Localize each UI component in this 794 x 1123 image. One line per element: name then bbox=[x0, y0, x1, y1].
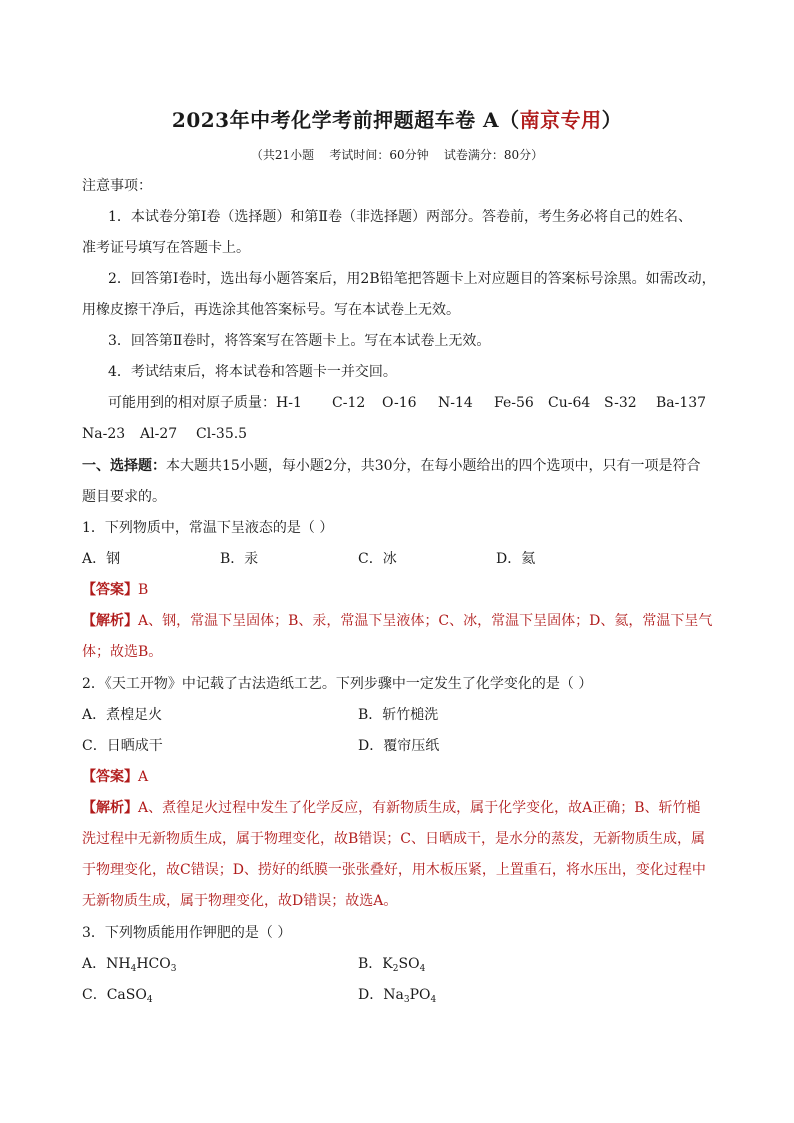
notice-item-2: 2．回答第Ⅰ卷时，选出每小题答案后，用2B铅笔把答题卡上对应题目的答案标号涂黑。如需改动， bbox=[108, 271, 716, 287]
answer-value: B bbox=[138, 582, 149, 598]
q2-option-b: B．斩竹槌洗 bbox=[358, 707, 439, 723]
question-1-stem: 1．下列物质中，常温下呈液态的是（ ） bbox=[82, 520, 334, 536]
atom-mass: Na-23 bbox=[82, 426, 126, 442]
option-label: C． bbox=[82, 987, 107, 1003]
formula-subscript: 3 bbox=[170, 964, 177, 974]
q3-option-a bbox=[82, 954, 176, 974]
atomic-mass-line-2 bbox=[82, 424, 247, 444]
formula-part: K bbox=[382, 956, 393, 972]
option-label: D． bbox=[358, 987, 384, 1003]
q2-option-c: C．日晒成干 bbox=[82, 738, 163, 754]
q2-option-d: D．覆帘压纸 bbox=[358, 738, 440, 754]
q2-analysis bbox=[82, 798, 701, 818]
notice-item-4: 4．考试结束后，将本试卷和答题卡一并交回。 bbox=[108, 364, 397, 380]
answer-value: A bbox=[138, 769, 149, 785]
notice-item-3: 3．回答第Ⅱ卷时，将答案写在答题卡上。写在本试卷上无效。 bbox=[108, 333, 491, 349]
exam-info: （共21小题 考试时间：60分钟 试卷满分：80分） bbox=[250, 148, 544, 162]
q3-option-c bbox=[82, 985, 153, 1005]
q1-answer bbox=[82, 580, 148, 600]
q2-answer bbox=[82, 767, 148, 787]
q2-option-a: A．煮楻足火 bbox=[82, 707, 163, 723]
analysis-tag: 【解析】 bbox=[82, 800, 138, 816]
answer-tag: 【答案】 bbox=[82, 582, 138, 598]
formula-part: Na bbox=[383, 987, 404, 1003]
title-main: 2023年中考化学考前押题超车卷 A（ bbox=[171, 108, 520, 132]
question-3-stem: 3．下列物质能用作钾肥的是（ ） bbox=[82, 925, 292, 941]
analysis-tag: 【解析】 bbox=[82, 613, 138, 629]
analysis-text: A、煮徨足火过程中发生了化学反应，有新物质生成，属于化学变化，故A正确；B、斩竹槌 bbox=[138, 800, 701, 816]
formula-subscript: 2 bbox=[392, 964, 399, 974]
section-heading-cont: 题目要求的。 bbox=[82, 489, 166, 505]
q1-option-a: A．钢 bbox=[82, 551, 121, 567]
atom-mass: O-16 bbox=[382, 395, 417, 411]
section-prefix: 一、选择题： bbox=[82, 458, 166, 474]
atom-mass: S-32 bbox=[604, 395, 637, 411]
formula-part: SO bbox=[398, 956, 420, 972]
q2-analysis-cont-3: 无新物质生成，属于物理变化，故D错误；故选A。 bbox=[82, 893, 398, 909]
notice-item-2-cont: 用橡皮擦干净后，再选涂其他答案标号。写在本试卷上无效。 bbox=[82, 302, 460, 318]
formula-subscript: 4 bbox=[146, 995, 153, 1005]
atom-mass: Al-27 bbox=[140, 426, 178, 442]
formula-subscript: 3 bbox=[403, 995, 410, 1005]
q1-option-c: C．冰 bbox=[358, 551, 397, 567]
q1-analysis bbox=[82, 611, 712, 631]
notice-item-1-cont: 准考证号填写在答题卡上。 bbox=[82, 240, 250, 256]
q1-option-d: D．氦 bbox=[496, 551, 536, 567]
formula-subscript: 4 bbox=[430, 995, 437, 1005]
formula-part: NH bbox=[106, 956, 131, 972]
answer-tag: 【答案】 bbox=[82, 769, 138, 785]
q3-option-b bbox=[358, 954, 425, 974]
q1-analysis-cont: 体；故选B。 bbox=[82, 644, 163, 660]
formula-part: HCO bbox=[136, 956, 171, 972]
formula-subscript: 4 bbox=[130, 964, 137, 974]
notice-heading: 注意事项： bbox=[82, 178, 152, 194]
q3-option-d bbox=[358, 985, 436, 1005]
formula-part: CaSO bbox=[106, 987, 147, 1003]
atom-mass: H-1 bbox=[276, 395, 302, 411]
atomic-mass-line bbox=[108, 393, 706, 413]
question-2-stem: 2．《天工开物》中记载了古法造纸工艺。下列步骤中一定发生了化学变化的是（ ） bbox=[82, 676, 593, 692]
notice-item-1: 1．本试卷分第Ⅰ卷（选择题）和第Ⅱ卷（非选择题）两部分。答卷前，考生务必将自己的姓名、 bbox=[108, 209, 692, 225]
option-label: A． bbox=[82, 956, 107, 972]
section-heading bbox=[82, 456, 701, 476]
atom-mass: Cu-64 bbox=[548, 395, 591, 411]
section-instructions: 本大题共15小题，每小题2分，共30分，在每小题给出的四个选项中，只有一项是符合 bbox=[166, 458, 701, 474]
atom-mass: Cl-35.5 bbox=[196, 426, 248, 442]
atomic-mass-label: 可能用到的相对原子质量： bbox=[108, 395, 276, 411]
q1-option-b: B．汞 bbox=[220, 551, 259, 567]
q2-analysis-cont-2: 于物理变化，故C错误；D、捞好的纸膜一张张叠好，用木板压紧，上置重石，将水压出，变化过程中 bbox=[82, 862, 706, 878]
formula-subscript: 4 bbox=[419, 964, 426, 974]
title-end: ） bbox=[601, 108, 623, 132]
atom-mass: Fe-56 bbox=[494, 395, 534, 411]
atom-mass: C-12 bbox=[332, 395, 366, 411]
page-title bbox=[0, 104, 794, 133]
analysis-text: A、钢，常温下呈固体；B、汞，常温下呈液体；C、冰，常温下呈固体；D、氦，常温下呈气 bbox=[138, 613, 713, 629]
q2-analysis-cont-1: 洗过程中无新物质生成，属于物理变化，故B错误；C、日晒成干，是水分的蒸发，无新物质生成，属 bbox=[82, 831, 705, 847]
title-region: 南京专用 bbox=[519, 108, 602, 132]
atom-mass: N-14 bbox=[438, 395, 473, 411]
option-label: B． bbox=[358, 956, 383, 972]
formula-part: PO bbox=[409, 987, 431, 1003]
atom-mass: Ba-137 bbox=[656, 395, 707, 411]
